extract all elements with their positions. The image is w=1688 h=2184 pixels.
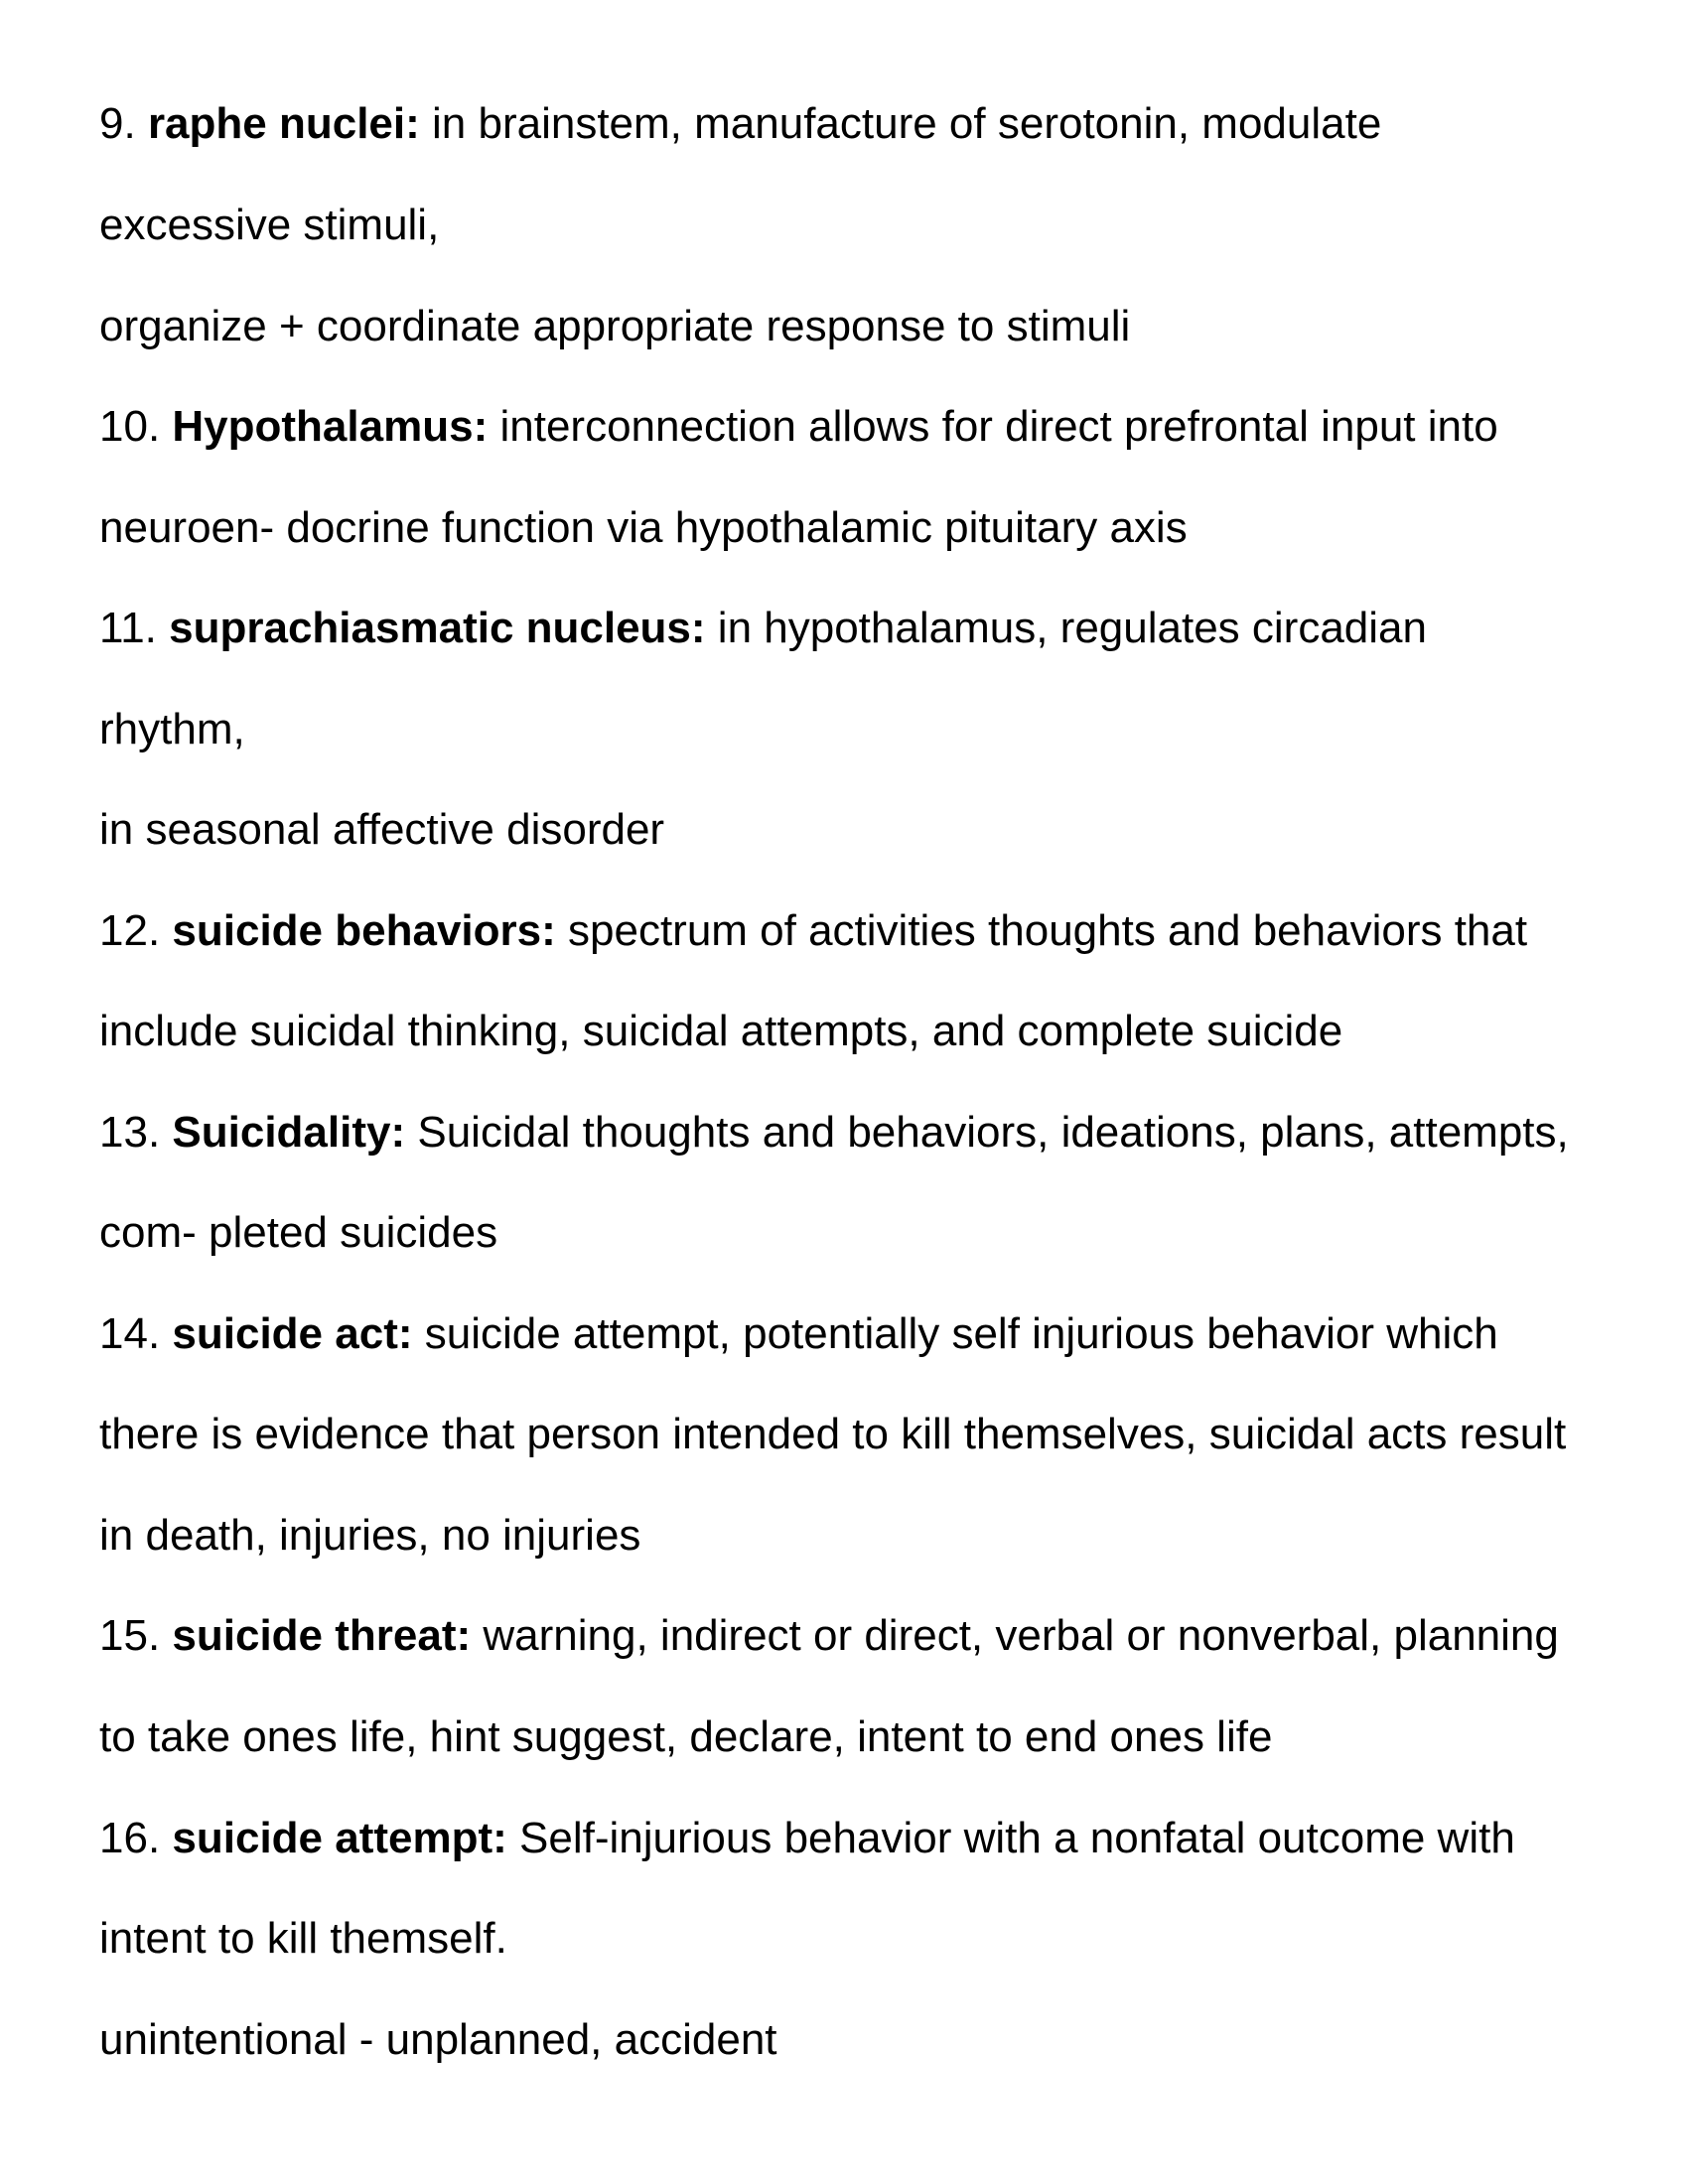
entry-13-line-2 (99, 1207, 1648, 1259)
entry-12-line-2 (99, 1006, 1648, 1057)
entry-10-line-1 (99, 401, 1648, 453)
entry-9-line-3 (99, 301, 1648, 352)
entry-text: in seasonal affective disorder (99, 805, 665, 854)
entry-14-line-1 (99, 1308, 1648, 1360)
entry-text: in brainstem, manufacture of serotonin, modulate (432, 99, 1382, 148)
entry-text: suicide attempt, potentially self injurious behavior which (424, 1309, 1498, 1358)
entry-term: suicide behaviors: (172, 906, 556, 955)
entry-text: unintentional - unplanned, accident (99, 2015, 777, 2064)
entry-16-line-1 (99, 1813, 1648, 1864)
entry-14-line-3 (99, 1510, 1648, 1562)
entry-text: in death, injuries, no injuries (99, 1511, 641, 1560)
entry-number: 10. (99, 402, 161, 451)
entry-number: 14. (99, 1309, 161, 1358)
entry-13-line-1 (99, 1107, 1648, 1159)
entry-14-line-2 (99, 1409, 1648, 1460)
entry-term: Suicidality: (172, 1108, 406, 1157)
entry-term: raphe nuclei: (147, 99, 420, 148)
entry-11-line-3 (99, 804, 1648, 856)
entry-text: spectrum of activities thoughts and behaviors that (568, 906, 1528, 955)
entry-term: suicide threat: (172, 1611, 472, 1660)
entry-number: 11. (99, 604, 157, 652)
entry-15-line-2 (99, 1711, 1648, 1763)
entry-number: 12. (99, 906, 161, 955)
entry-10-line-2 (99, 502, 1648, 554)
entry-text: in hypothalamus, regulates circadian (717, 604, 1427, 652)
entry-text: interconnection allows for direct prefrontal input into (499, 402, 1498, 451)
entry-text: com- pleted suicides (99, 1208, 498, 1257)
entry-term: suicide attempt: (172, 1814, 507, 1862)
entry-number: 13. (99, 1108, 161, 1157)
entry-text: rhythm, (99, 705, 245, 753)
entry-text: to take ones life, hint suggest, declare, intent to end ones life (99, 1712, 1273, 1761)
entry-text: there is evidence that person intended to kill themselves, suicidal acts result (99, 1410, 1567, 1458)
entry-11-line-2 (99, 704, 1648, 755)
entry-9-line-1 (99, 98, 1648, 150)
entry-text: Suicidal thoughts and behaviors, ideations, plans, attempts, (417, 1108, 1569, 1157)
entry-term: suicide act: (172, 1309, 413, 1358)
entry-number: 16. (99, 1814, 161, 1862)
entry-term: Hypothalamus: (172, 402, 489, 451)
entry-number: 9. (99, 99, 136, 148)
entry-text: organize + coordinate appropriate response to stimuli (99, 302, 1131, 350)
entry-term: suprachiasmatic nucleus: (169, 604, 706, 652)
entry-text: warning, indirect or direct, verbal or nonverbal, planning (483, 1611, 1559, 1660)
entry-number: 15. (99, 1611, 161, 1660)
entry-text: intent to kill themself. (99, 1914, 507, 1963)
entry-16-line-3 (99, 2014, 1648, 2066)
entry-text: excessive stimuli, (99, 201, 440, 249)
entry-9-line-2 (99, 200, 1648, 251)
entry-text: Self-injurious behavior with a nonfatal outcome with (519, 1814, 1515, 1862)
entry-16-line-2 (99, 1913, 1648, 1965)
entry-text: neuroen- docrine function via hypothalamic pituitary axis (99, 503, 1188, 552)
entry-12-line-1 (99, 905, 1648, 957)
entry-11-line-1 (99, 603, 1648, 654)
entry-text: include suicidal thinking, suicidal attempts, and complete suicide (99, 1007, 1343, 1055)
entry-15-line-1 (99, 1610, 1648, 1662)
